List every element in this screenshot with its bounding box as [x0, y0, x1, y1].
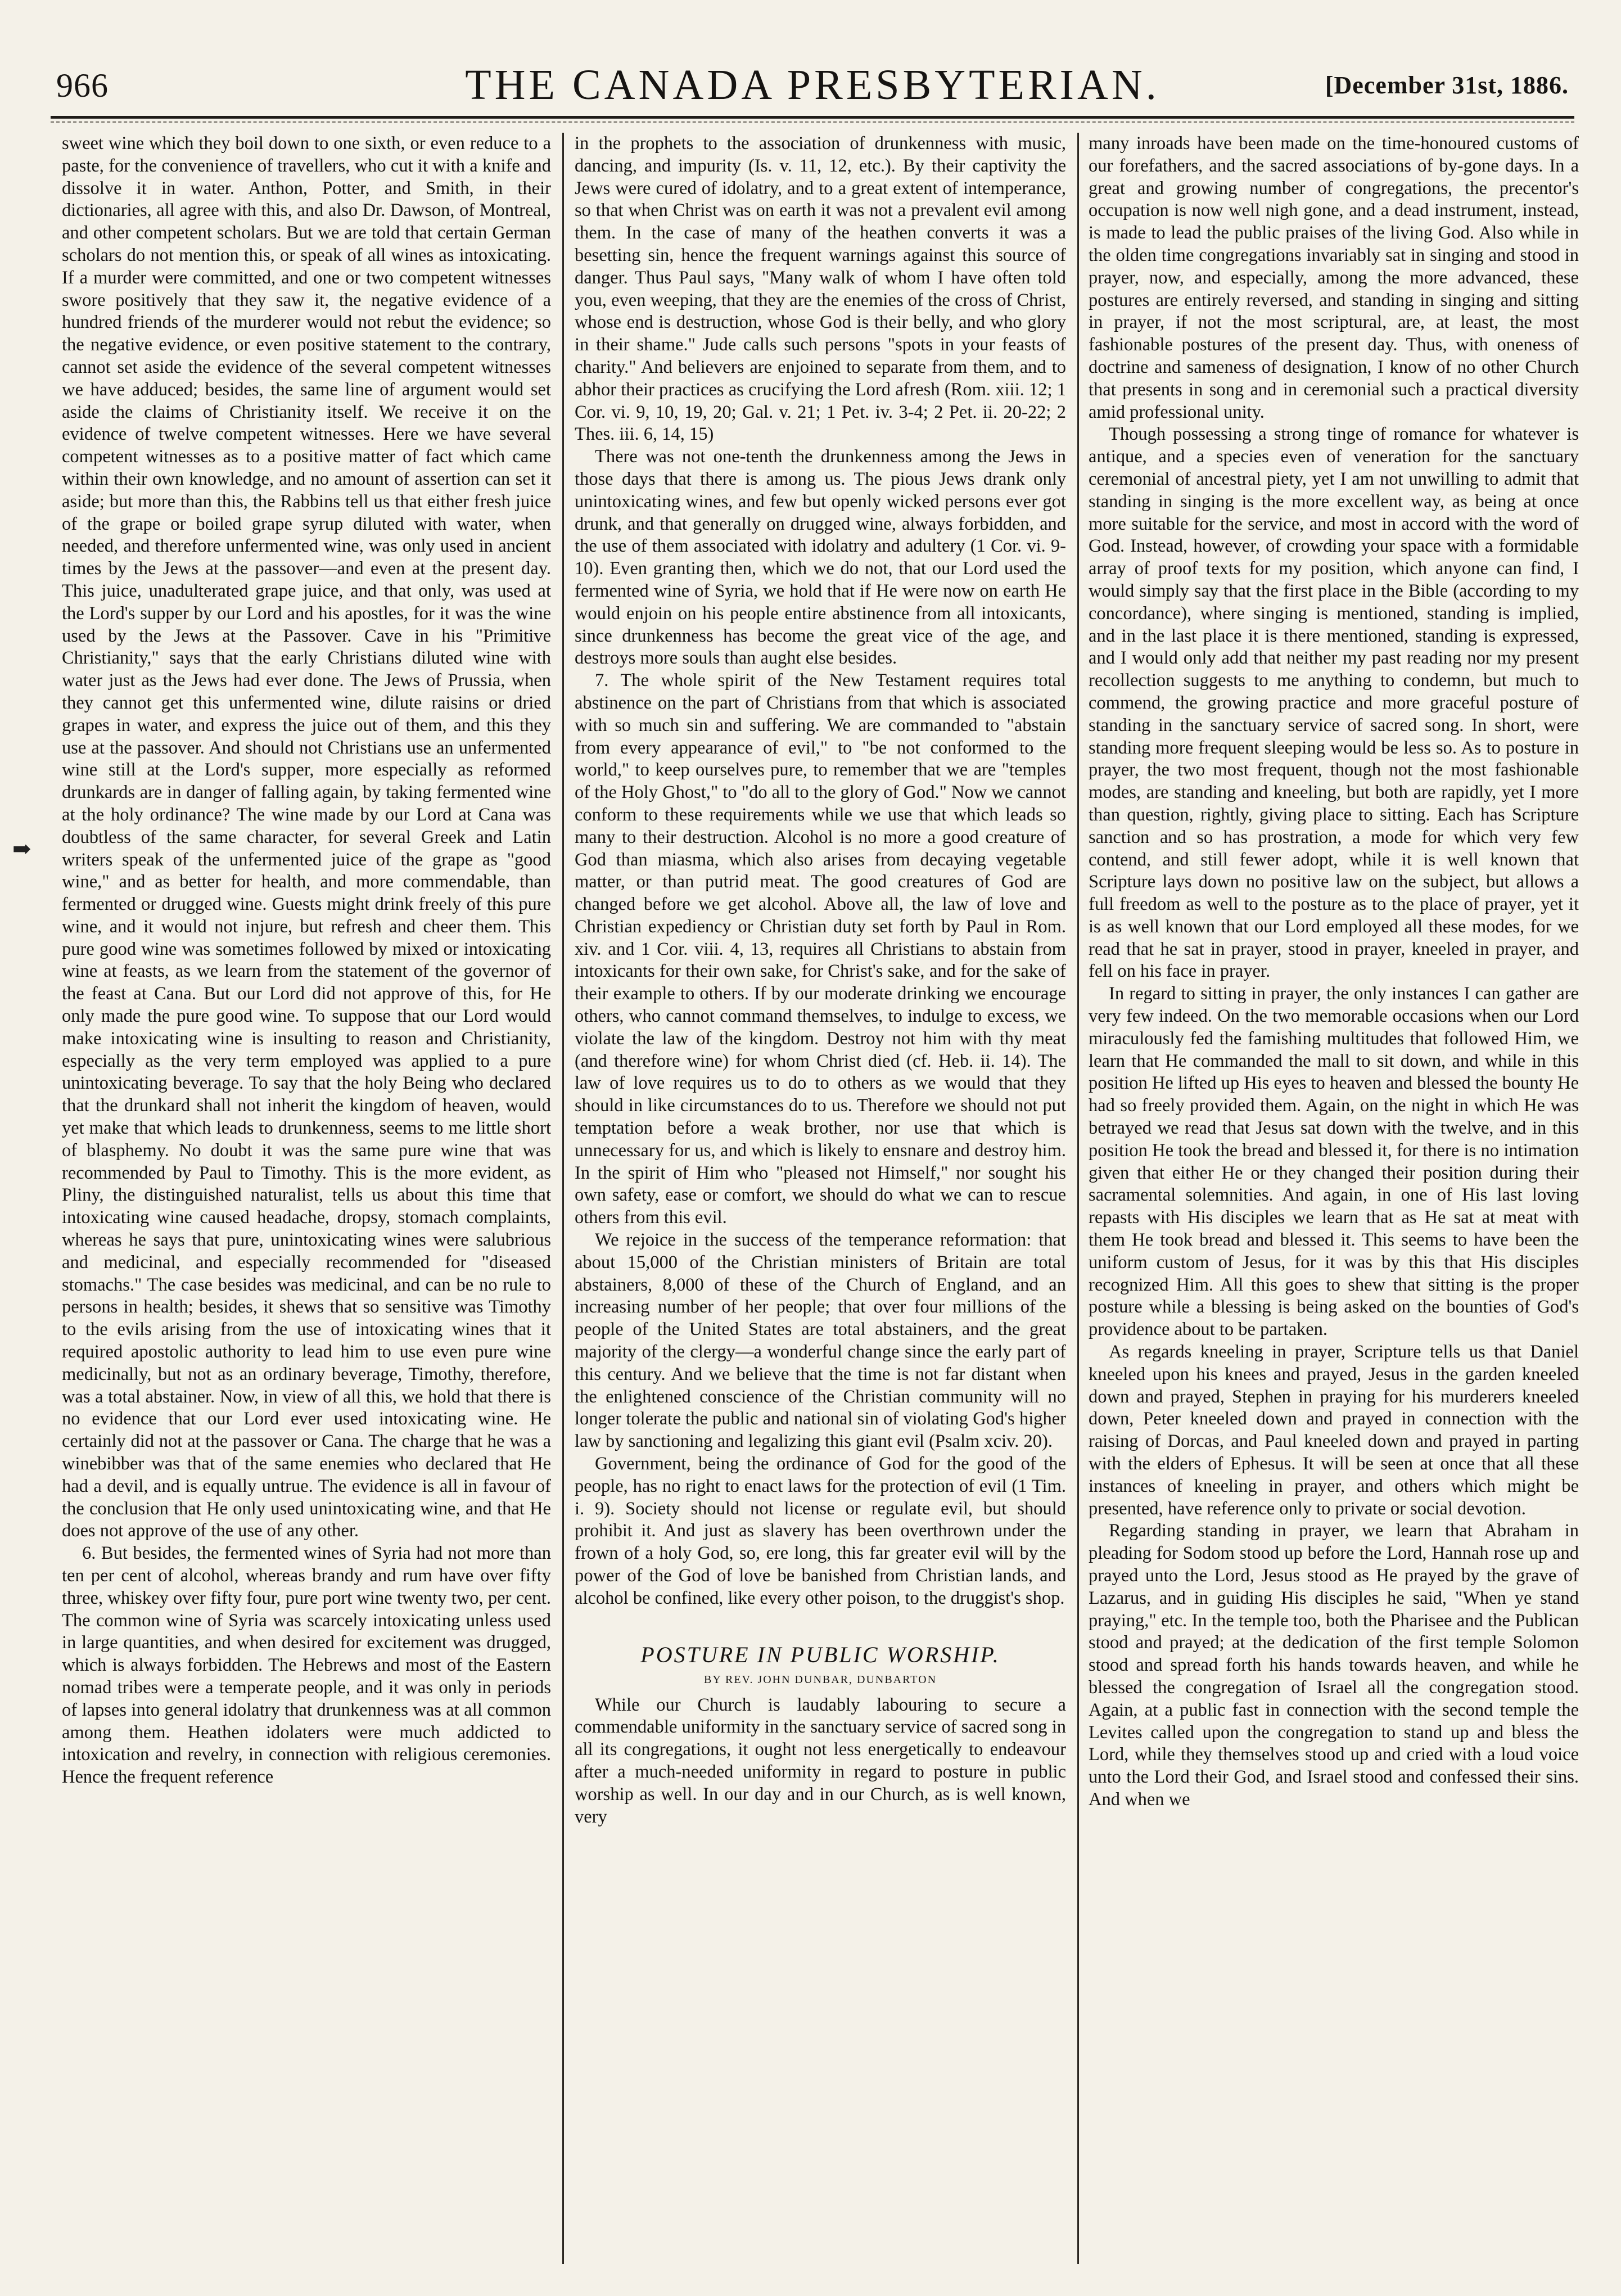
column-divider [1077, 133, 1079, 2264]
paragraph: sweet wine which they boil down to one sixth, or even reduce to a paste, for the convenience of travellers, who cut it with a knife and dissolve it in water. Anthon, Potter, and Smith, in their dictionaries, all agree with this, and also Dr. Dawson, of Montreal, and other competent scholars. But we are told that certain German scholars do not mention this, or speak of all wines as intoxicating. If a murder were committed, and one or two competent witnesses swore positively that they saw it, the negative evidence of a hundred friends of the murderer would not rebut the evidence; so the negative evidence, or even positive statement to the contrary, cannot set aside the evidence of the several competent witnesses we have adduced; besides, the same line of argument would set aside the claims of Christianity itself. We receive it on the evidence of twelve competent witnesses. Here we have several competent witnesses as to a positive matter of fact which came within their own knowledge, and no amount of assertion can set it aside; but more than this, the Rabbins tell us that either fresh juice of the grape or boiled grape syrup diluted with water, when needed, and therefore unfermented wine, was only used in ancient times by the Jews at the passover—and even at the present day. This juice, unadulterated grape juice, and that only, was used at the Lord's supper by our Lord and his apostles, for it was the wine used by the Jews at the Passover. Cave in his "Primitive Christianity," says that the early Christians diluted wine with water just as the Jews had ever done. The Jews of Prussia, when they cannot get this unfermented wine, dilute raisins or dried grapes in water, and express the juice out of them, and this they use at the passover. And should not Christians use an unfermented wine still at the Lord's supper, more especially as reformed drunkards are in danger of falling again, by taking fermented wine at the holy ordinance? The wine made by our Lord at Cana was doubtless of the same character, for several Greek and Latin writers speak of the unfermented juice of the grape as "good wine," and as better for health, and more commendable, than fermented or drugged wine. Guests might drink freely of this pure wine, and it would not injure, but refresh and cheer them. This pure good wine was sometimes followed by mixed or intoxicating wine at feasts, as we learn from the statement of the governor of the feast at Cana. But our Lord did not approve of this, for He only made the pure good wine. To suppose that our Lord would make intoxicating wine is insulting to reason and Christianity, especially as the very term employed was applied to a pure unintoxicating beverage. To say that the holy Being who declared that the drunkard shall not inherit the kingdom of heaven, would yet make that which leads to drunkenness, seems to me little short of blasphemy. No doubt it was the same pure wine that was recommended by Paul to Timothy. This is the more evident, as Pliny, the distinguished naturalist, tells us about this time that intoxicating wine caused headache, dropsy, stomach complaints, whereas he says that pure, unintoxicating wines were salubrious and medicinal, and especially recommended for "diseased stomachs." The case besides was medicinal, and can be no rule to persons in health; besides, it shews that so sensitive was Timothy to the evils arising from the use of intoxicating wines that it required apostolic authority to lead him to use even pure wine medicinally, but not as an ordinary beverage, Timothy, therefore, was a total abstainer. Now, in view of all this, we hold that there is no evidence that our Lord ever used intoxicating wine. He certainly did not at the passover or Cana. The charge that he was a winebibber was that of the same enemies who declared that He had a devil, and is equally untrue. The evidence is all in favour of the conclusion that He only used unintoxicating wine, and that He does not approve of the use of any other. [62, 133, 551, 1541]
newspaper-title: THE CANADA PRESBYTERIAN. [465, 61, 1160, 109]
paragraph: Regarding standing in prayer, we learn that Abraham in pleading for Sodom stood up before the Lord, Hannah rose up and prayed unto the Lord, Jesus stood as He prayed by the grave of Lazarus, and in guiding His disciples he said, "When ye stand praying," etc. In the temple too, both the Pharisee and the Publican stood and prayed; at the dedication of the first temple Solomon stood and spread forth his hands towards heaven, and while he blessed the congregation of Israel all the congregation stood. Again, at a public fast in connection with the second temple the Levites called upon the congregation to stand up and bless the Lord, while they themselves stood up and cried with a loud voice unto the Lord their God, and Israel stood and confessed their sins. And when we [1089, 1521, 1579, 1810]
column-1 [62, 133, 551, 2258]
paragraph: As regards kneeling in prayer, Scripture tells us that Daniel kneeled upon his knees and prayed, Jesus in the garden kneeled down and prayed, Stephen in praying for his murderers kneeled down, Peter kneeled down and prayed in connection with the raising of Dorcas, and Paul kneeled down and prayed in parting with the elders of Ephesus. It will be seen at once that all these instances of kneeling in prayer, and others which might be presented, have reference only to private or social devotion. [1089, 1342, 1579, 1519]
page-number: 966 [56, 67, 109, 104]
paragraph: We rejoice in the success of the temperance reformation: that about 15,000 of the Christian ministers of Britain are total abstainers, 8,000 of these of the Church of England, and an increasing number of her people; that over four millions of the people of the United States are total abstainers, and the great majority of the clergy—a wonderful change since the early part of this century. And we believe that the time is not far distant when the enlightened conscience of the Christian community will no longer tolerate the public and national sin of violating God's higher law by sanctioning and legalizing this giant evil (Psalm xciv. 20). [575, 1230, 1066, 1452]
header-rule-secondary [51, 121, 1574, 123]
paragraph: in the prophets to the association of drunkenness with music, dancing, and impurity (Is. v. 11, 12, etc.). By their captivity the Jews were cured of idolatry, and to a great extent of intemperance, so that when Christ was on earth it was not a prevalent evil among them. In the case of many of the heathen converts it was a besetting sin, hence the frequent warnings against this source of danger. Thus Paul says, "Many walk of whom I have often told you, even weeping, that they are the enemies of the cross of Christ, whose end is destruction, whose God is their belly, and who glory in their shame." Jude calls such persons "spots in your feasts of charity." And believers are enjoined to separate from them, and to abhor their practices as crucifying the Lord afresh (Rom. xiii. 12; 1 Cor. vi. 9, 10, 19, 20; Gal. v. 21; 1 Pet. iv. 3-4; 2 Pet. ii. 20-22; 2 Thes. iii. 6, 14, 15) [575, 133, 1066, 445]
margin-pointer-mark: ➡ [12, 836, 31, 861]
column-3 [1089, 133, 1579, 2258]
paragraph: 7. The whole spirit of the New Testament requires total abstinence on the part of Christians from that which is associated with so much sin and suffering. We are commanded to "abstain from every appearance of evil," to "be not conformed to the world," to keep ourselves pure, to remember that we are "temples of the Holy Ghost," to "do all to the glory of God." Now we cannot conform to these requirements while we use that which leads so many to their destruction. Alcohol is no more a good creature of God than miasma, which also arises from decaying vegetable matter, or than putrid meat. The good creatures of God are changed before we get alcohol. Above all, the law of love and Christian expediency or Christian duty set forth by Paul in Rom. xiv. and 1 Cor. viii. 4, 13, requires all Christians to abstain from intoxicants for their own sake, for Christ's sake, and for the sake of their example to others. If by our moderate drinking we encourage others, who cannot command themselves, to indulge to excess, we violate the law of the kingdom. Destroy not him with thy meat (and therefore wine) for whom Christ died (cf. Heb. ii. 14). The law of love requires us to do to others as we would that they should in like circumstances do to us. Therefore we should not put temptation before a weak brother, nor use that which is unnecessary for us, and which is likely to ensnare and destroy him. In the spirit of Him who "pleased not Himself," nor sought his own safety, ease or comfort, we should do what we can to rescue others from this evil. [575, 670, 1066, 1228]
header-rule [51, 116, 1574, 119]
issue-date: [December 31st, 1886. [1325, 71, 1569, 99]
paragraph: Though possessing a strong tinge of romance for whatever is antique, and a species even of veneration for the sanctuary ceremonial of ancestral piety, yet I am not unwilling to admit that standing in singing is the more excellent way, as being at once more suitable for the service, and most in accord with the word of God. Instead, however, of crowding your space with a formidable array of proof texts for my position, which anyone can find, I would simply say that the first place in the Bible (according to my concordance), where singing is mentioned, standing is implied, and in the last place it is there mentioned, standing is expressed, and I would only add that neither my past reading nor my present recollection suggests to me anything to condemn, but much to commend, the growing practice and more graceful posture of standing in the sanctuary service of sacred song. In short, were standing more frequent sleeping would be less so. As to posture in prayer, the two most frequent, though not the most fashionable modes, are standing and kneeling, but both are rapidly, yet I more than question, rightly, giving place to sitting. Each has Scripture sanction and so has prostration, a mode for which very few contend, and still fewer adopt, while it is well known that Scripture lays down no positive law on the subject, but allows a full freedom as well to the posture as to the place of prayer, yet it is as well known that our Lord employed all these modes, for we read that he sat in prayer, stood in prayer, kneeled in prayer, and fell on his face in prayer. [1089, 424, 1579, 982]
section-heading: POSTURE IN PUBLIC WORSHIP. [640, 1641, 1000, 1667]
paragraph: In regard to sitting in prayer, the only instances I can gather are very few indeed. On the two memorable occasions when our Lord miraculously fed the famishing multitudes that followed Him, we learn that He commanded the mall to sit down, and while in this position He lifted up His eyes to heaven and blessed the bounty He had so freely provided them. Again, on the night in which He was betrayed we read that Jesus sat down with the twelve, and in this position He took the bread and blessed it, for there is no intimation given that either He or they changed their position during their sacramental solemnities. And again, in one of His last loving repasts with His disciples we learn that as He sat at meat with them He took bread and blessed it. This seems to have been the uniform custom of Jesus, for it was by this that His disciples recognized Him. All this goes to shew that sitting is the proper posture while a blessing is being asked on the bounties of God's providence about to be partaken. [1089, 984, 1579, 1340]
paragraph: 6. But besides, the fermented wines of Syria had not more than ten per cent of alcohol, whereas brandy and rum have over fifty three, whiskey over fifty four, pure port wine twenty two, per cent. The common wine of Syria was scarcely intoxicating unless used in large quantities, and when desired for excitement was drugged, which is always forbidden. The Hebrews and most of the Eastern nomad tribes were a temperate people, and it was only in periods of lapses into general idolatry that drunkenness was at all common among them. Heathen idolaters were much addicted to intoxication and revelry, in connection with religious ceremonies. Hence the frequent reference [62, 1543, 551, 1788]
article-byline: BY REV. JOHN DUNBAR, DUNBARTON [703, 1673, 937, 1686]
paragraph: While our Church is laudably labouring to secure a commendable uniformity in the sanctuary service of sacred song in all its congregations, it ought not less energetically to endeavour after a much-needed uniformity in regard to posture in public worship as well. In our day and in our Church, as is well known, very [575, 1694, 1066, 1827]
column-divider [562, 133, 564, 2264]
paragraph: many inroads have been made on the time-honoured customs of our forefathers, and the sacred associations of by-gone days. In a great and growing number of congregations, the precentor's occupation is now well nigh gone, and a dead instrument, instead, is made to lead the public praises of the living God. Also while in the olden time congregations invariably sat in singing and stood in prayer, now, and especially, among the more advanced, these postures are entirely reversed, and standing in singing and sitting in prayer, if not the most scriptural, are, at least, the most fashionable postures of the present day. Thus, with oneness of doctrine and sameness of designation, I know of no other Church that presents in song and in ceremonial such a practical diversity amid professional unity. [1089, 133, 1579, 422]
masthead [56, 56, 1569, 118]
column-2 [575, 133, 1066, 2258]
paragraph: There was not one-tenth the drunkenness among the Jews in those days that there is among us. The pious Jews drank only unintoxicating wines, and few but openly wicked persons ever got drunk, and that generally on drugged wine, always forbidden, and the use of them associated with idolatry and adultery (1 Cor. vi. 9-10). Even granting then, which we do not, that our Lord used the fermented wine of Syria, we hold that if He were now on earth He would enjoin on his people entire abstinence from all intoxicants, since drunkenness has become the great vice of the age, and destroys more souls than aught else besides. [575, 446, 1066, 669]
paragraph: Government, being the ordinance of God for the good of the people, has no right to enact laws for the protection of evil (1 Tim. i. 9). Society should not license or regulate evil, but should prohibit it. And just as slavery has been overthrown under the frown of a holy God, so, ere long, this far greater evil will by the power of the God of love be banished from Christian lands, and alcohol be confined, like every other poison, to the druggist's shop. [575, 1454, 1066, 1608]
